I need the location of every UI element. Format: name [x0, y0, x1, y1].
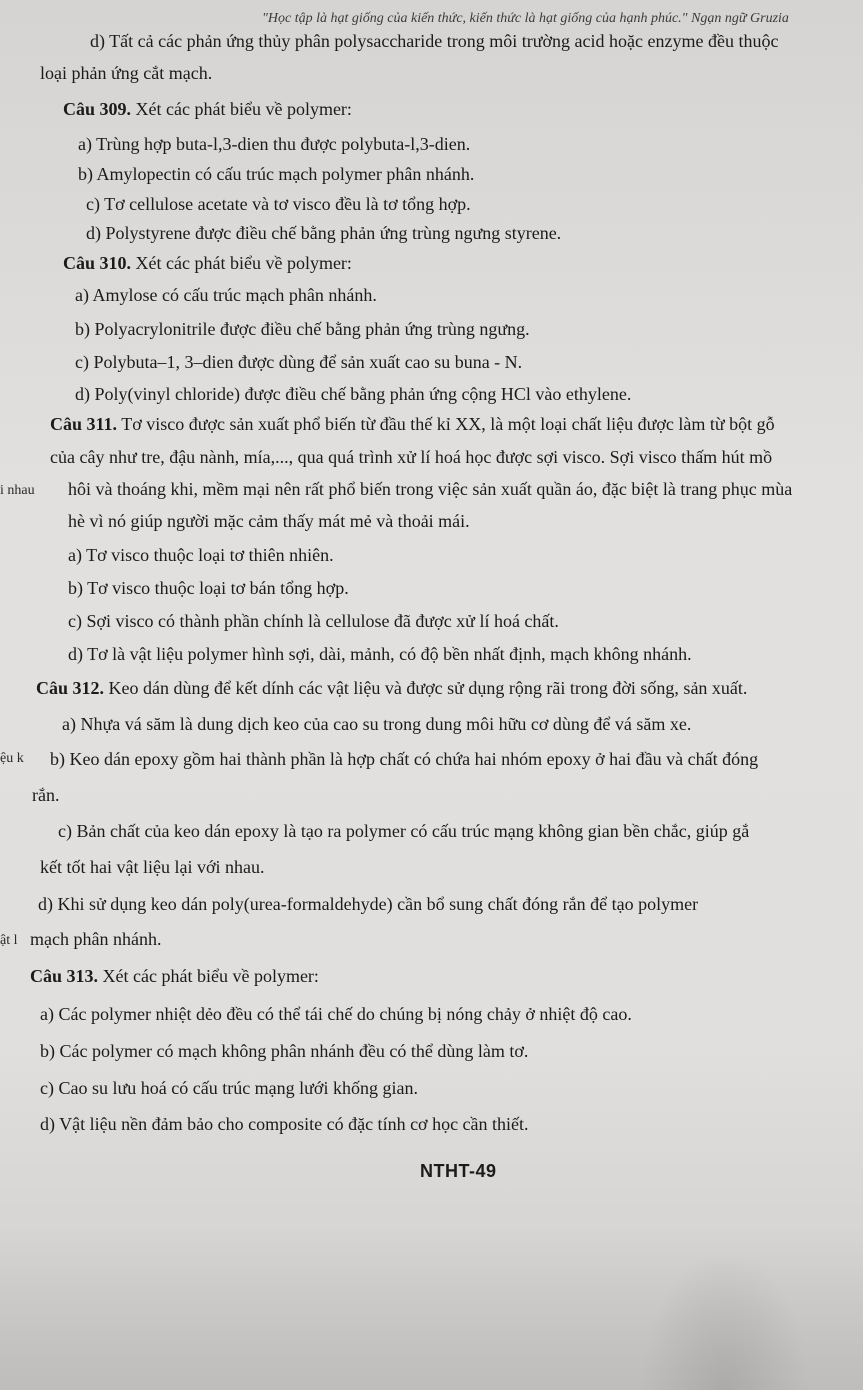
q310-option-a: a) Amylose có cấu trúc mạch phân nhánh.	[75, 285, 377, 305]
question-311-number: Câu 311.	[50, 414, 118, 434]
q313-option-d: d) Vật liệu nền đảm bảo cho composite có đặc tính cơ học cần thiết.	[40, 1114, 529, 1134]
q312-option-b-line2: rắn.	[32, 785, 60, 805]
q311-option-d: d) Tơ là vật liệu polymer hình sợi, dài, mảnh, có độ bền nhất định, mạch không nhánh.	[68, 644, 692, 664]
question-313-stem: Xét các phát biểu về polymer:	[102, 966, 319, 986]
prev-item-d-line1: d) Tất cả các phản ứng thủy phân polysaccharide trong môi trường acid hoặc enzyme đều thuộc	[90, 31, 779, 51]
question-313	[30, 965, 319, 987]
question-309	[63, 98, 352, 120]
question-310-number: Câu 310.	[63, 253, 132, 273]
margin-note-1: i nhau	[0, 483, 35, 498]
q312-option-d-line1: d) Khi sử dụng keo dán poly(urea-formaldehyde) cần bổ sung chất đóng rắn để tạo polymer	[38, 894, 699, 914]
page-code: NTHT-49	[420, 1161, 497, 1181]
q310-option-d: d) Poly(vinyl chloride) được điều chế bằng phản ứng cộng HCl vào ethylene.	[75, 384, 632, 404]
q312-option-c-line2: kết tốt hai vật liệu lại với nhau.	[40, 857, 265, 877]
question-310-stem: Xét các phát biểu về polymer:	[135, 253, 352, 273]
question-311-stem-line4: hè vì nó giúp người mặc cảm thấy mát mẻ và thoải mái.	[68, 511, 470, 531]
q313-option-b: b) Các polymer có mạch không phân nhánh đều có thể dùng làm tơ.	[40, 1041, 529, 1061]
question-311-stem-line2: của cây như tre, đậu nành, mía,..., qua quá trình xử lí hoá học được sợi visco. Sợi visco thấm hút mồ	[50, 447, 773, 467]
question-311	[50, 413, 775, 435]
q311-option-c: c) Sợi visco có thành phần chính là cellulose đã được xử lí hoá chất.	[68, 611, 559, 631]
q313-option-a: a) Các polymer nhiệt dẻo đều có thể tái chế do chúng bị nóng chảy ở nhiệt độ cao.	[40, 1004, 632, 1024]
q309-option-a: a) Trùng hợp buta-l,3-dien thu được polybuta-l,3-dien.	[78, 134, 471, 154]
question-312-number: Câu 312.	[36, 678, 105, 698]
header-quote: "Học tập là hạt giống của kiến thức, kiến thức là hạt giống của hạnh phúc." Ngạn ngữ Gruzia	[262, 11, 789, 26]
q309-option-d: d) Polystyrene được điều chế bằng phản ứng trùng ngưng styrene.	[86, 223, 562, 243]
q312-option-a: a) Nhựa vá săm là dung dịch keo của cao su trong dung môi hữu cơ dùng để vá săm xe.	[62, 714, 692, 734]
question-313-number: Câu 313.	[30, 966, 99, 986]
margin-note-2: ệu k	[0, 751, 24, 766]
prev-item-d-line2: loại phản ứng cắt mạch.	[40, 63, 213, 83]
question-309-stem: Xét các phát biểu về polymer:	[135, 99, 352, 119]
question-310	[63, 252, 352, 274]
question-312-stem: Keo dán dùng để kết dính các vật liệu và được sử dụng rộng rãi trong đời sống, sản xuất.	[108, 678, 748, 698]
question-311-stem-line3: hôi và thoáng khi, mềm mại nên rất phổ biến trong việc sản xuất quần áo, đặc biệt là trang phục mùa	[68, 479, 793, 499]
q309-option-b: b) Amylopectin có cấu trúc mạch polymer phân nhánh.	[78, 164, 475, 184]
q312-option-d-line2: mạch phân nhánh.	[30, 929, 162, 949]
q312-option-c-line1: c) Bản chất của keo dán epoxy là tạo ra polymer có cấu trúc mạng không gian bền chắc, giúp gắ	[58, 821, 750, 841]
q311-option-a: a) Tơ visco thuộc loại tơ thiên nhiên.	[68, 545, 334, 565]
q313-option-c: c) Cao su lưu hoá có cấu trúc mạng lưới khống gian.	[40, 1078, 418, 1098]
question-309-number: Câu 309.	[63, 99, 132, 119]
q310-option-c: c) Polybuta–1, 3–dien được dùng để sản xuất cao su buna - N.	[75, 352, 523, 372]
question-312	[36, 677, 747, 699]
q310-option-b: b) Polyacrylonitrile được điều chế bằng phản ứng trùng ngưng.	[75, 319, 530, 339]
question-311-stem-line1: Tơ visco được sản xuất phổ biến từ đầu thế kỉ XX, là một loại chất liệu được làm từ bột gỗ	[121, 414, 775, 434]
margin-note-3: ật l	[0, 933, 18, 948]
q309-option-c: c) Tơ cellulose acetate và tơ visco đều là tơ tổng hợp.	[86, 194, 471, 214]
q311-option-b: b) Tơ visco thuộc loại tơ bán tổng hợp.	[68, 578, 349, 598]
paper-crease	[640, 1250, 810, 1390]
q312-option-b-line1: b) Keo dán epoxy gồm hai thành phần là hợp chất có chứa hai nhóm epoxy ở hai đầu và chất đóng	[50, 749, 759, 769]
